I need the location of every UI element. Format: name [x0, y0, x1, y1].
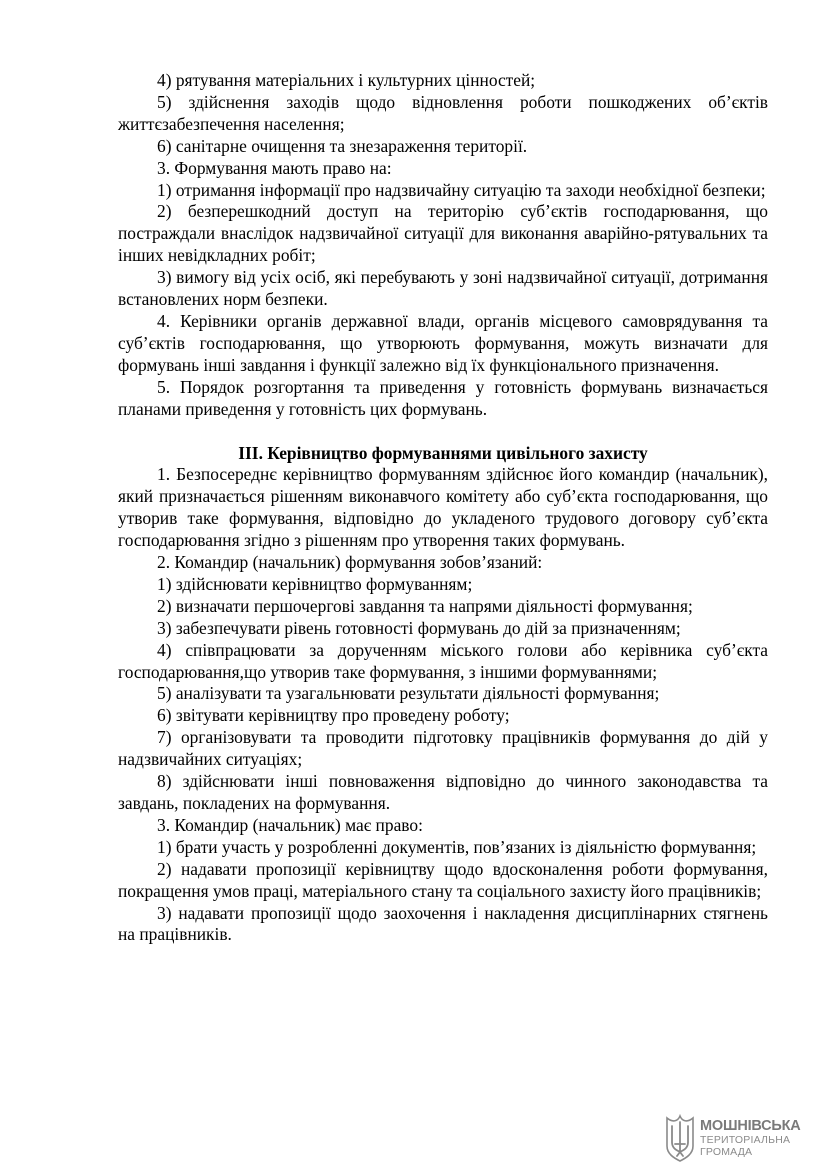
logo-line-1: МОШНІВСЬКА	[700, 1117, 801, 1134]
paragraph: 3. Командир (начальник) має право:	[157, 814, 423, 835]
community-logo	[664, 1113, 814, 1163]
document-page	[118, 70, 768, 946]
paragraph: 1. Безпосереднє керівництво формуванням здійснює його командир (начальник), який призначається рішенням виконавчого комітету або суб’єкта господарювання, що утворив таке формування, відповідно до укладеного трудового договору суб’єкта господарювання згідно з рішенням про утворення таких формувань.	[118, 464, 768, 551]
paragraph: 3) надавати пропозиції щодо заохочення і накладення дисциплінарних стягнень на працівників.	[118, 902, 768, 945]
paragraph: 2) безперешкодний доступ на територію суб’єктів господарювання, що постраждали внаслідок надзвичайної ситуації для виконання аварійно-рятувальних та інших невідкладних робіт;	[118, 201, 768, 266]
paragraph: 5) здійснення заходів щодо відновлення роботи пошкоджених об’єктів життєзабезпечення населення;	[118, 91, 768, 134]
paragraph: 3) вимогу від усіх осіб, які перебувають у зоні надзвичайної ситуації, дотримання встановлених норм безпеки.	[118, 267, 768, 310]
section-heading: ІІІ. Керівництво формуваннями цивільного захисту	[238, 442, 648, 463]
paragraph: 1) отримання інформації про надзвичайну ситуацію та заходи необхідної безпеки;	[157, 179, 766, 200]
logo-line-3: ГРОМАДА	[700, 1145, 753, 1158]
paragraph: 4) співпрацювати за дорученням міського голови або керівника суб’єкта господарювання,що утворив таке формування, з іншими формуваннями;	[118, 639, 768, 682]
trident-icon	[664, 1114, 696, 1162]
paragraph: 6) санітарне очищення та знезараження території.	[157, 135, 528, 156]
paragraph: 5. Порядок розгортання та приведення у готовність формувань визначається планами приведення у готовність цих формувань.	[118, 376, 768, 419]
paragraph: 1) брати участь у розробленні документів, пов’язаних із діяльністю формування;	[157, 836, 757, 857]
paragraph: 7) організовувати та проводити підготовку працівників формування до дій у надзвичайних ситуаціях;	[118, 727, 768, 770]
logo-text	[700, 1119, 801, 1158]
paragraph: 3) забезпечувати рівень готовності формувань до дій за призначенням;	[157, 617, 681, 638]
paragraph: 8) здійснювати інші повноваження відповідно до чинного законодавства та завдань, покладених на формування.	[118, 771, 768, 813]
logo-line-2: ТЕРИТОРІАЛЬНА	[700, 1133, 791, 1146]
paragraph: 2) визначати першочергові завдання та напрями діяльності формування;	[157, 595, 693, 616]
paragraph: 1) здійснювати керівництво формуванням;	[157, 573, 473, 594]
paragraph: 4) рятування матеріальних і культурних цінностей;	[157, 70, 536, 90]
paragraph: 2) надавати пропозиції керівництву щодо вдосконалення роботи формування, покращення умов праці, матеріального стану та соціального захисту його працівників;	[118, 858, 768, 901]
paragraph: 6) звітувати керівництву про проведену роботу;	[157, 705, 510, 726]
paragraph: 5) аналізувати та узагальнювати результати діяльності формування;	[157, 683, 660, 704]
paragraph: 4. Керівники органів державної влади, органів місцевого самоврядування та суб’єктів господарювання, що утворюють формування, можуть визначати для формувань інші завдання і функції залежно від їх функціонального призначення.	[118, 310, 768, 375]
paragraph: 2. Командир (начальник) формування зобов’язаний:	[157, 552, 543, 573]
top-paragraphs	[118, 70, 768, 421]
bottom-paragraphs	[118, 464, 768, 946]
section-spacer	[118, 421, 768, 443]
paragraph: 3. Формування мають право на:	[157, 157, 392, 178]
